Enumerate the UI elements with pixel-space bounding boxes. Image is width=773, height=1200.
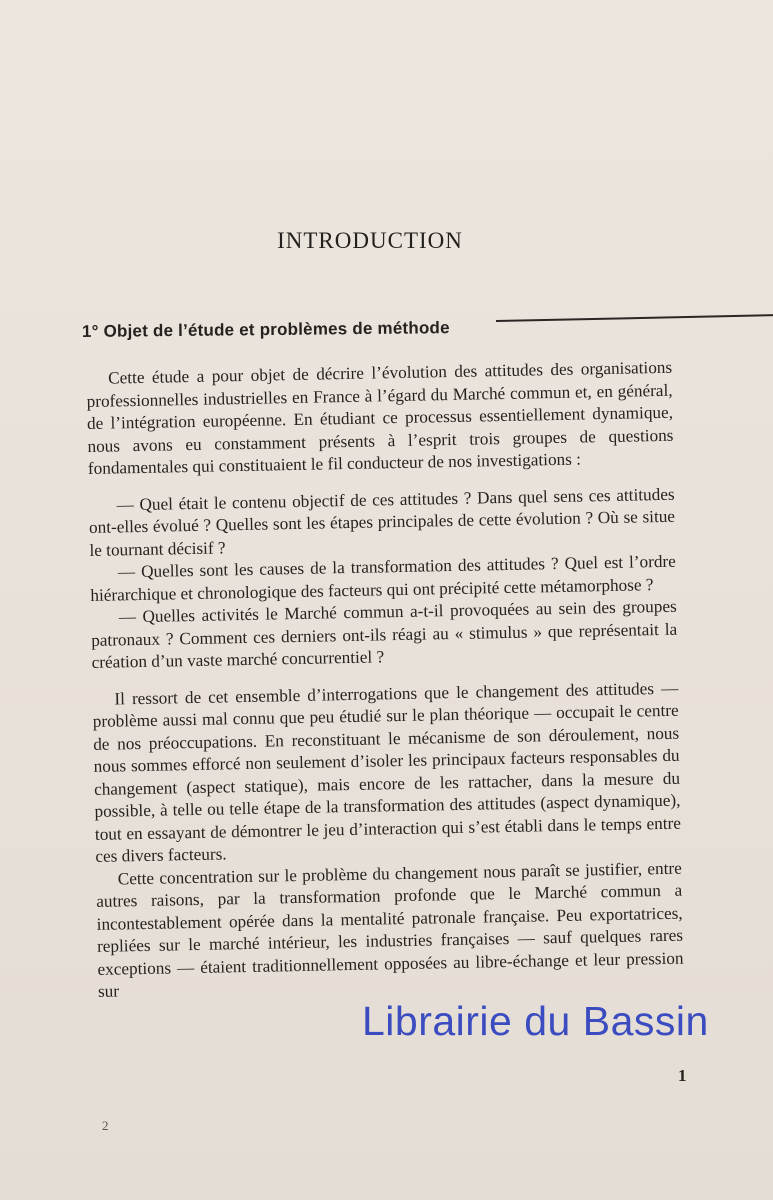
seller-watermark: Librairie du Bassin bbox=[362, 998, 709, 1044]
section-rule bbox=[496, 314, 773, 322]
signature-folio: 2 bbox=[102, 1118, 109, 1133]
question-1: — Quel était le contenu objectif de ces attitudes ? Dans quel sens ces attitudes ont-elles évolué ? Quelles sont les étapes principales de cette évolution ? Où se situe le tournant décisif ? bbox=[88, 484, 676, 560]
page-number: 1 bbox=[678, 1066, 687, 1085]
chapter-heading: INTRODUCTION bbox=[277, 228, 463, 253]
paragraph-concentration: Cette concentration sur le problème du changement nous paraît se justifier, entre autres raisons, par la transformation profonde que le Marché commun a incontestablement opérée dans la mentalité patronale française. Peu exportatrices, repliées sur le marché intérieur, les industries françaises — sauf quelques rares exceptions — étaient traditionnellement opposées au libre-échange et leur pression sur bbox=[96, 858, 684, 1001]
paragraph-intro: Cette étude a pour objet de décrire l’évolution des attitudes des organisations professionnelles industrielles en France à l’égard du Marché commun et, en général, de l’intégration européenne. En étudiant ce processus essentiellement dynamique, nous avons eu constamment présents à l’esprit trois groupes de questions fondamentales qui constituaient le fil conducteur de nos investigations : bbox=[86, 357, 674, 478]
body-text bbox=[86, 357, 684, 1004]
question-3: — Quelles activités le Marché commun a-t-il provoquées au sein des groupes patronaux ? Comment ces derniers ont-ils réagi au « stimulus » que représentait la création d’un vaste marché concurrentiel ? bbox=[91, 596, 678, 672]
section-title: 1° Objet de l’étude et problèmes de méthode bbox=[81, 318, 450, 341]
paragraph-attitudes: Il ressort de cet ensemble d’interrogations que le changement des attitudes — problème aussi mal connu que peu étudié sur le plan théorique — occupait le centre de nos préoccupations. En reconstituant le mécanisme de son déroulement, nous nous sommes efforcé non seulement d’isoler les principaux facteurs responsables du changement (aspect statique), mais encore de les rattacher, dans la mesure du possible, à telle ou telle étape de la transformation des attitudes (aspect dynamique), tout en essayant de démontrer le jeu d’interaction qui s’est établi dans le temps entre ces divers facteurs. bbox=[92, 678, 682, 866]
question-2: — Quelles sont les causes de la transformation des attitudes ? Quel est l’ordre hiérarchique et chronologique des facteurs qui ont précipité cette métamorphose ? bbox=[90, 551, 677, 605]
